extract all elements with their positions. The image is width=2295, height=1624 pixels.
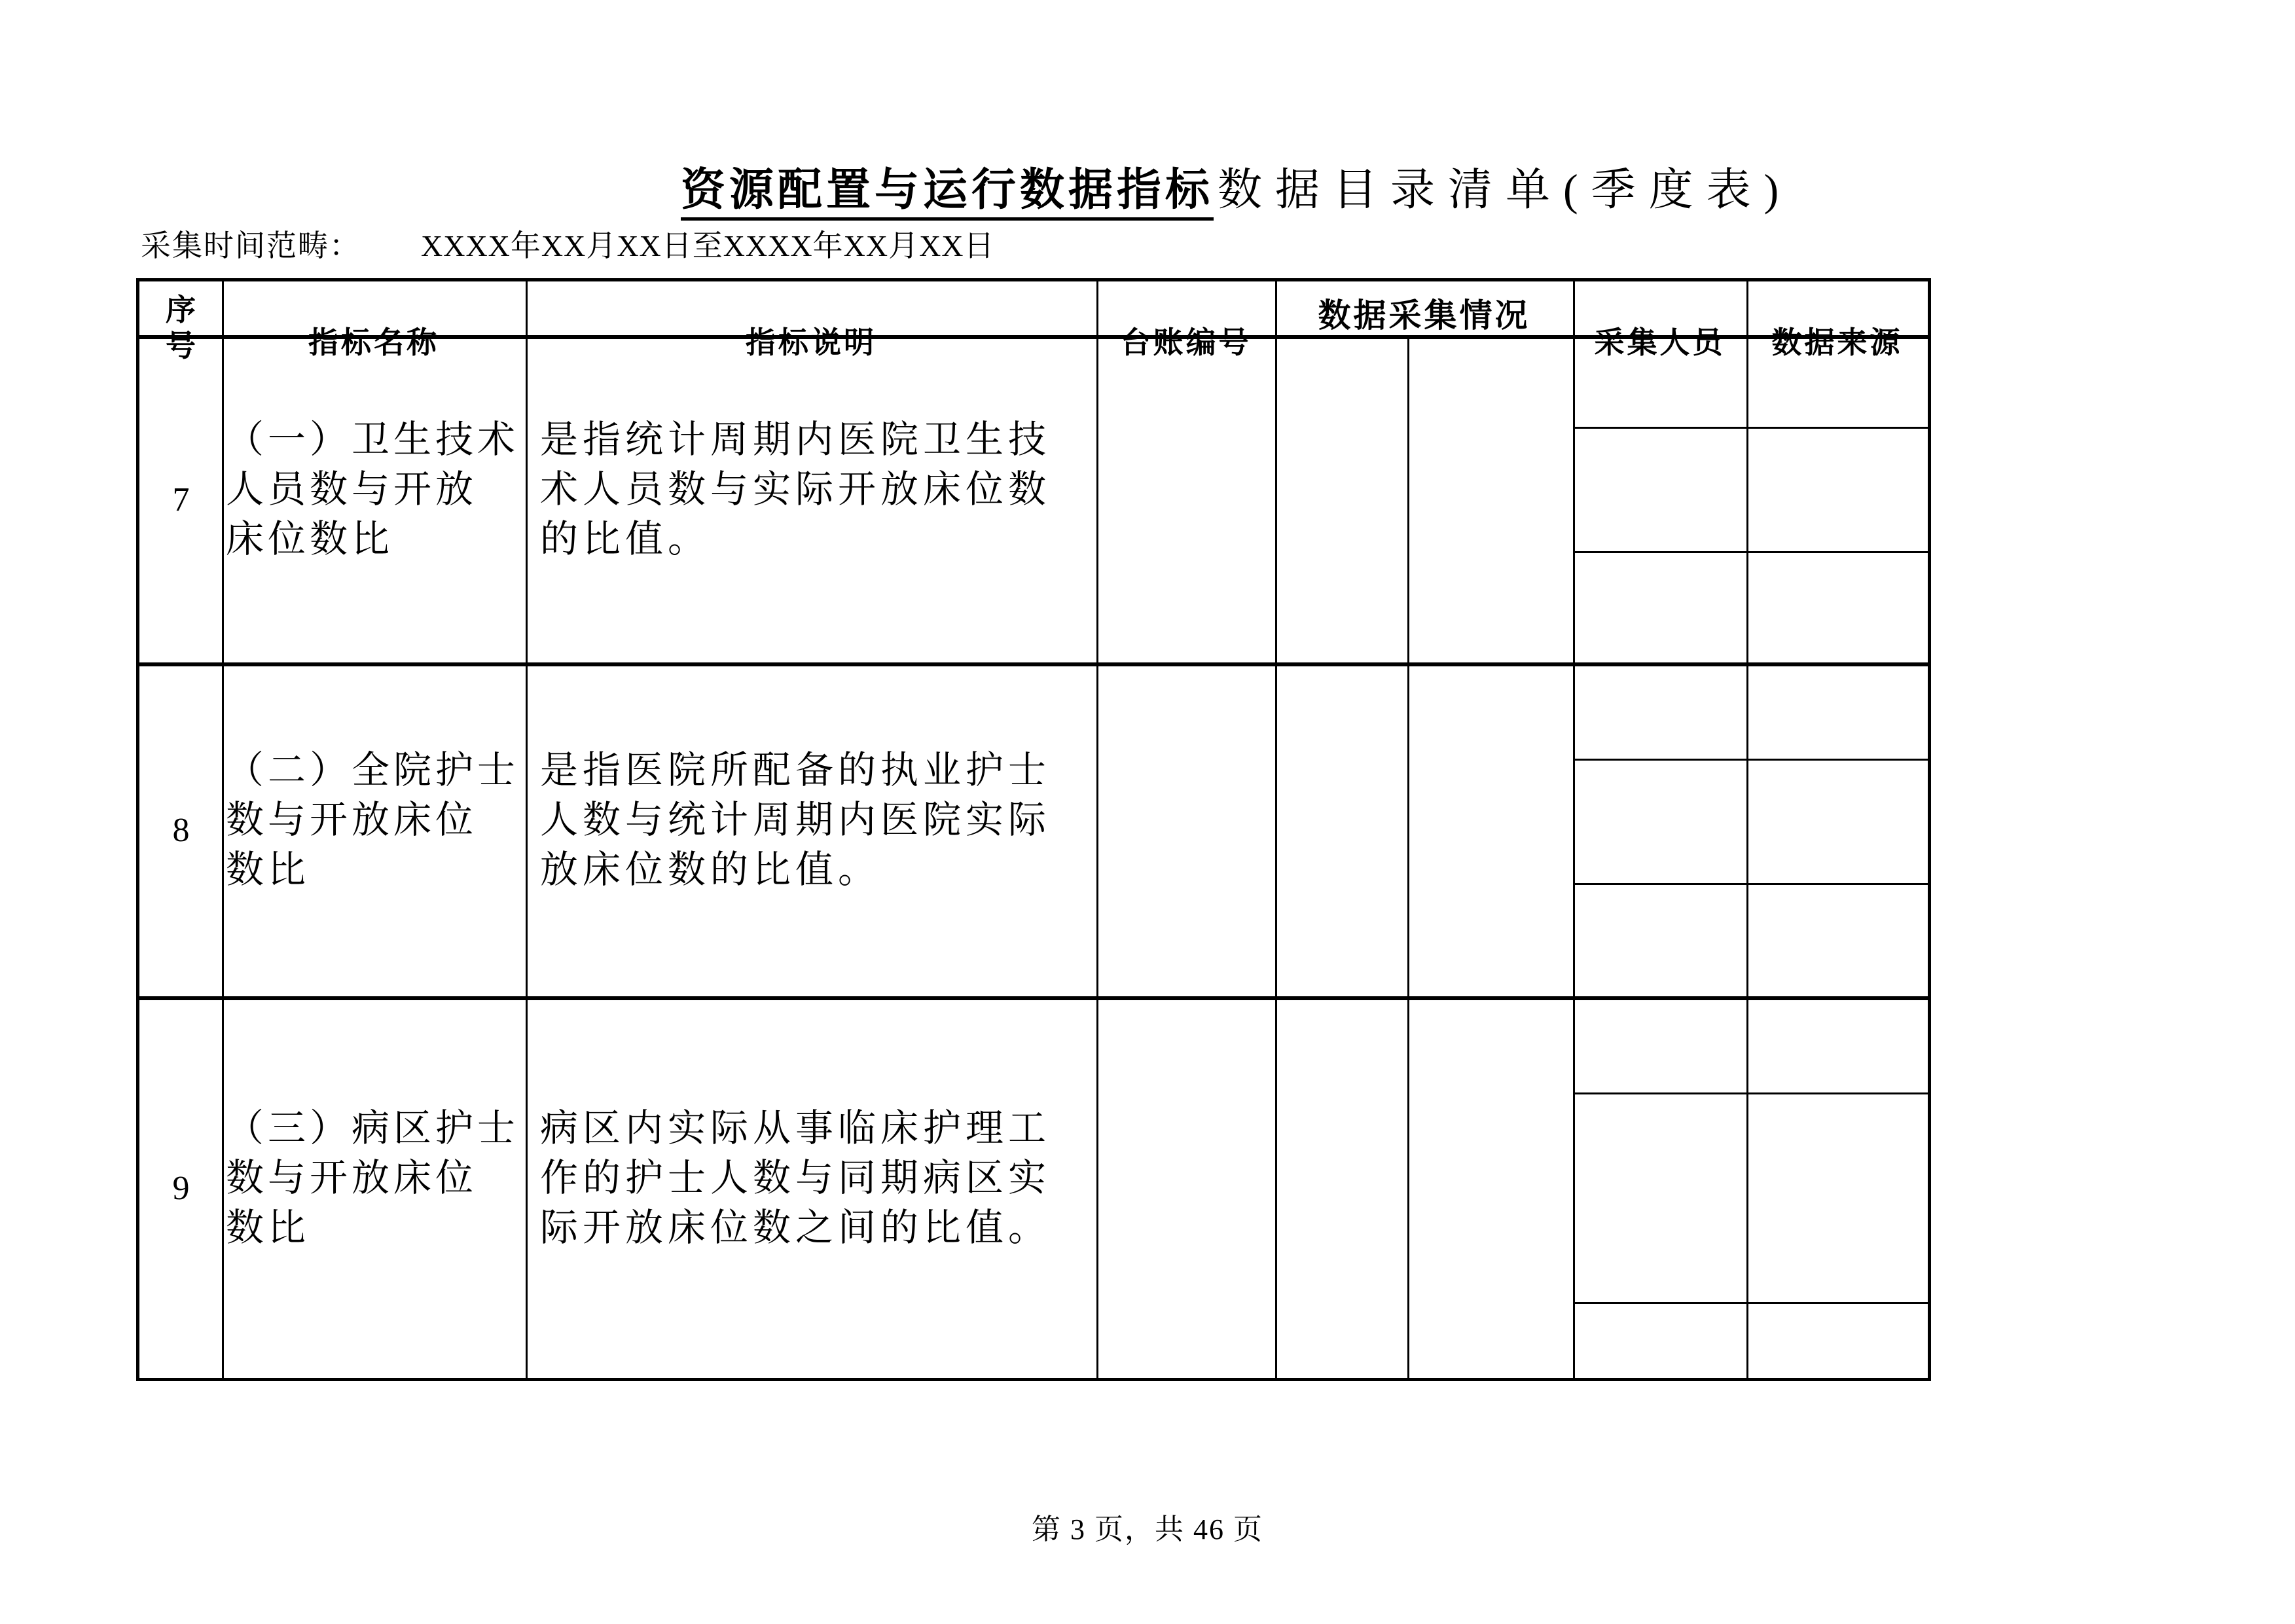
header-seq-text: 序 号 <box>166 293 196 363</box>
header-collection-status: 数据采集情况 <box>1318 297 1530 334</box>
row8-indicator-desc: 是指医院所配备的执业护士 人数与统计周期内医院实际 放床位数的比值。 <box>540 749 1051 891</box>
collection-period-line <box>141 229 995 263</box>
table-grid-line <box>1275 281 1277 1378</box>
table-grid-line <box>1746 281 1748 1378</box>
row9-indicator-desc: 病区内实际从事临床护理工 作的护士人数与同期病区实 际开放床位数之间的比值。 <box>540 1107 1051 1249</box>
page-footer: 第 3 页，共 46 页 <box>1032 1513 1263 1545</box>
table-grid-line <box>526 281 528 1378</box>
table-grid-line <box>1407 337 1409 1378</box>
row9-indicator-name: （三）病区护士 数与开放床位 数比 <box>226 1107 520 1249</box>
row7-indicator-desc: 是指统计周期内医院卫生技 术人员数与实际开放床位数 的比值。 <box>540 418 1051 560</box>
collection-period-label: 采集时间范畴： <box>141 229 361 262</box>
row-boundary-line <box>139 996 1928 1000</box>
subrow-line <box>1573 427 1928 429</box>
table-grid-line <box>1573 281 1575 1378</box>
row-boundary-line <box>139 662 1928 666</box>
header-collector: 采集人员 <box>1594 326 1726 359</box>
subrow-line <box>1573 551 1928 553</box>
row7-seq: 7 <box>172 481 190 518</box>
header-indicator-desc: 指标说明 <box>746 326 876 359</box>
header-ledger-no: 台账编号 <box>1120 326 1252 359</box>
table-grid-line <box>1096 281 1098 1378</box>
header-data-source: 数据来源 <box>1771 326 1903 359</box>
subrow-line <box>1573 883 1928 885</box>
data-catalog-table <box>136 278 1931 1381</box>
collection-period-value: XXXX年XX月XX日至XXXX年XX月XX日 <box>421 229 995 262</box>
page-title-suffix: 数据目录清单(季度表) <box>1218 165 1792 215</box>
row8-seq: 8 <box>172 812 190 849</box>
row9-seq: 9 <box>172 1169 190 1207</box>
row7-indicator-name: （一）卫生技术 人员数与开放 床位数比 <box>226 418 520 560</box>
subrow-line <box>1573 1302 1928 1304</box>
row8-indicator-name: （二）全院护士 数与开放床位 数比 <box>226 749 520 891</box>
header-seq <box>139 281 222 363</box>
header-indicator-name: 指标名称 <box>308 326 439 359</box>
subrow-line <box>1573 1092 1928 1094</box>
page-title-underlined: 资源配置与运行数据指标 <box>681 165 1214 221</box>
page-title <box>681 154 1792 218</box>
subrow-line <box>1573 759 1928 761</box>
